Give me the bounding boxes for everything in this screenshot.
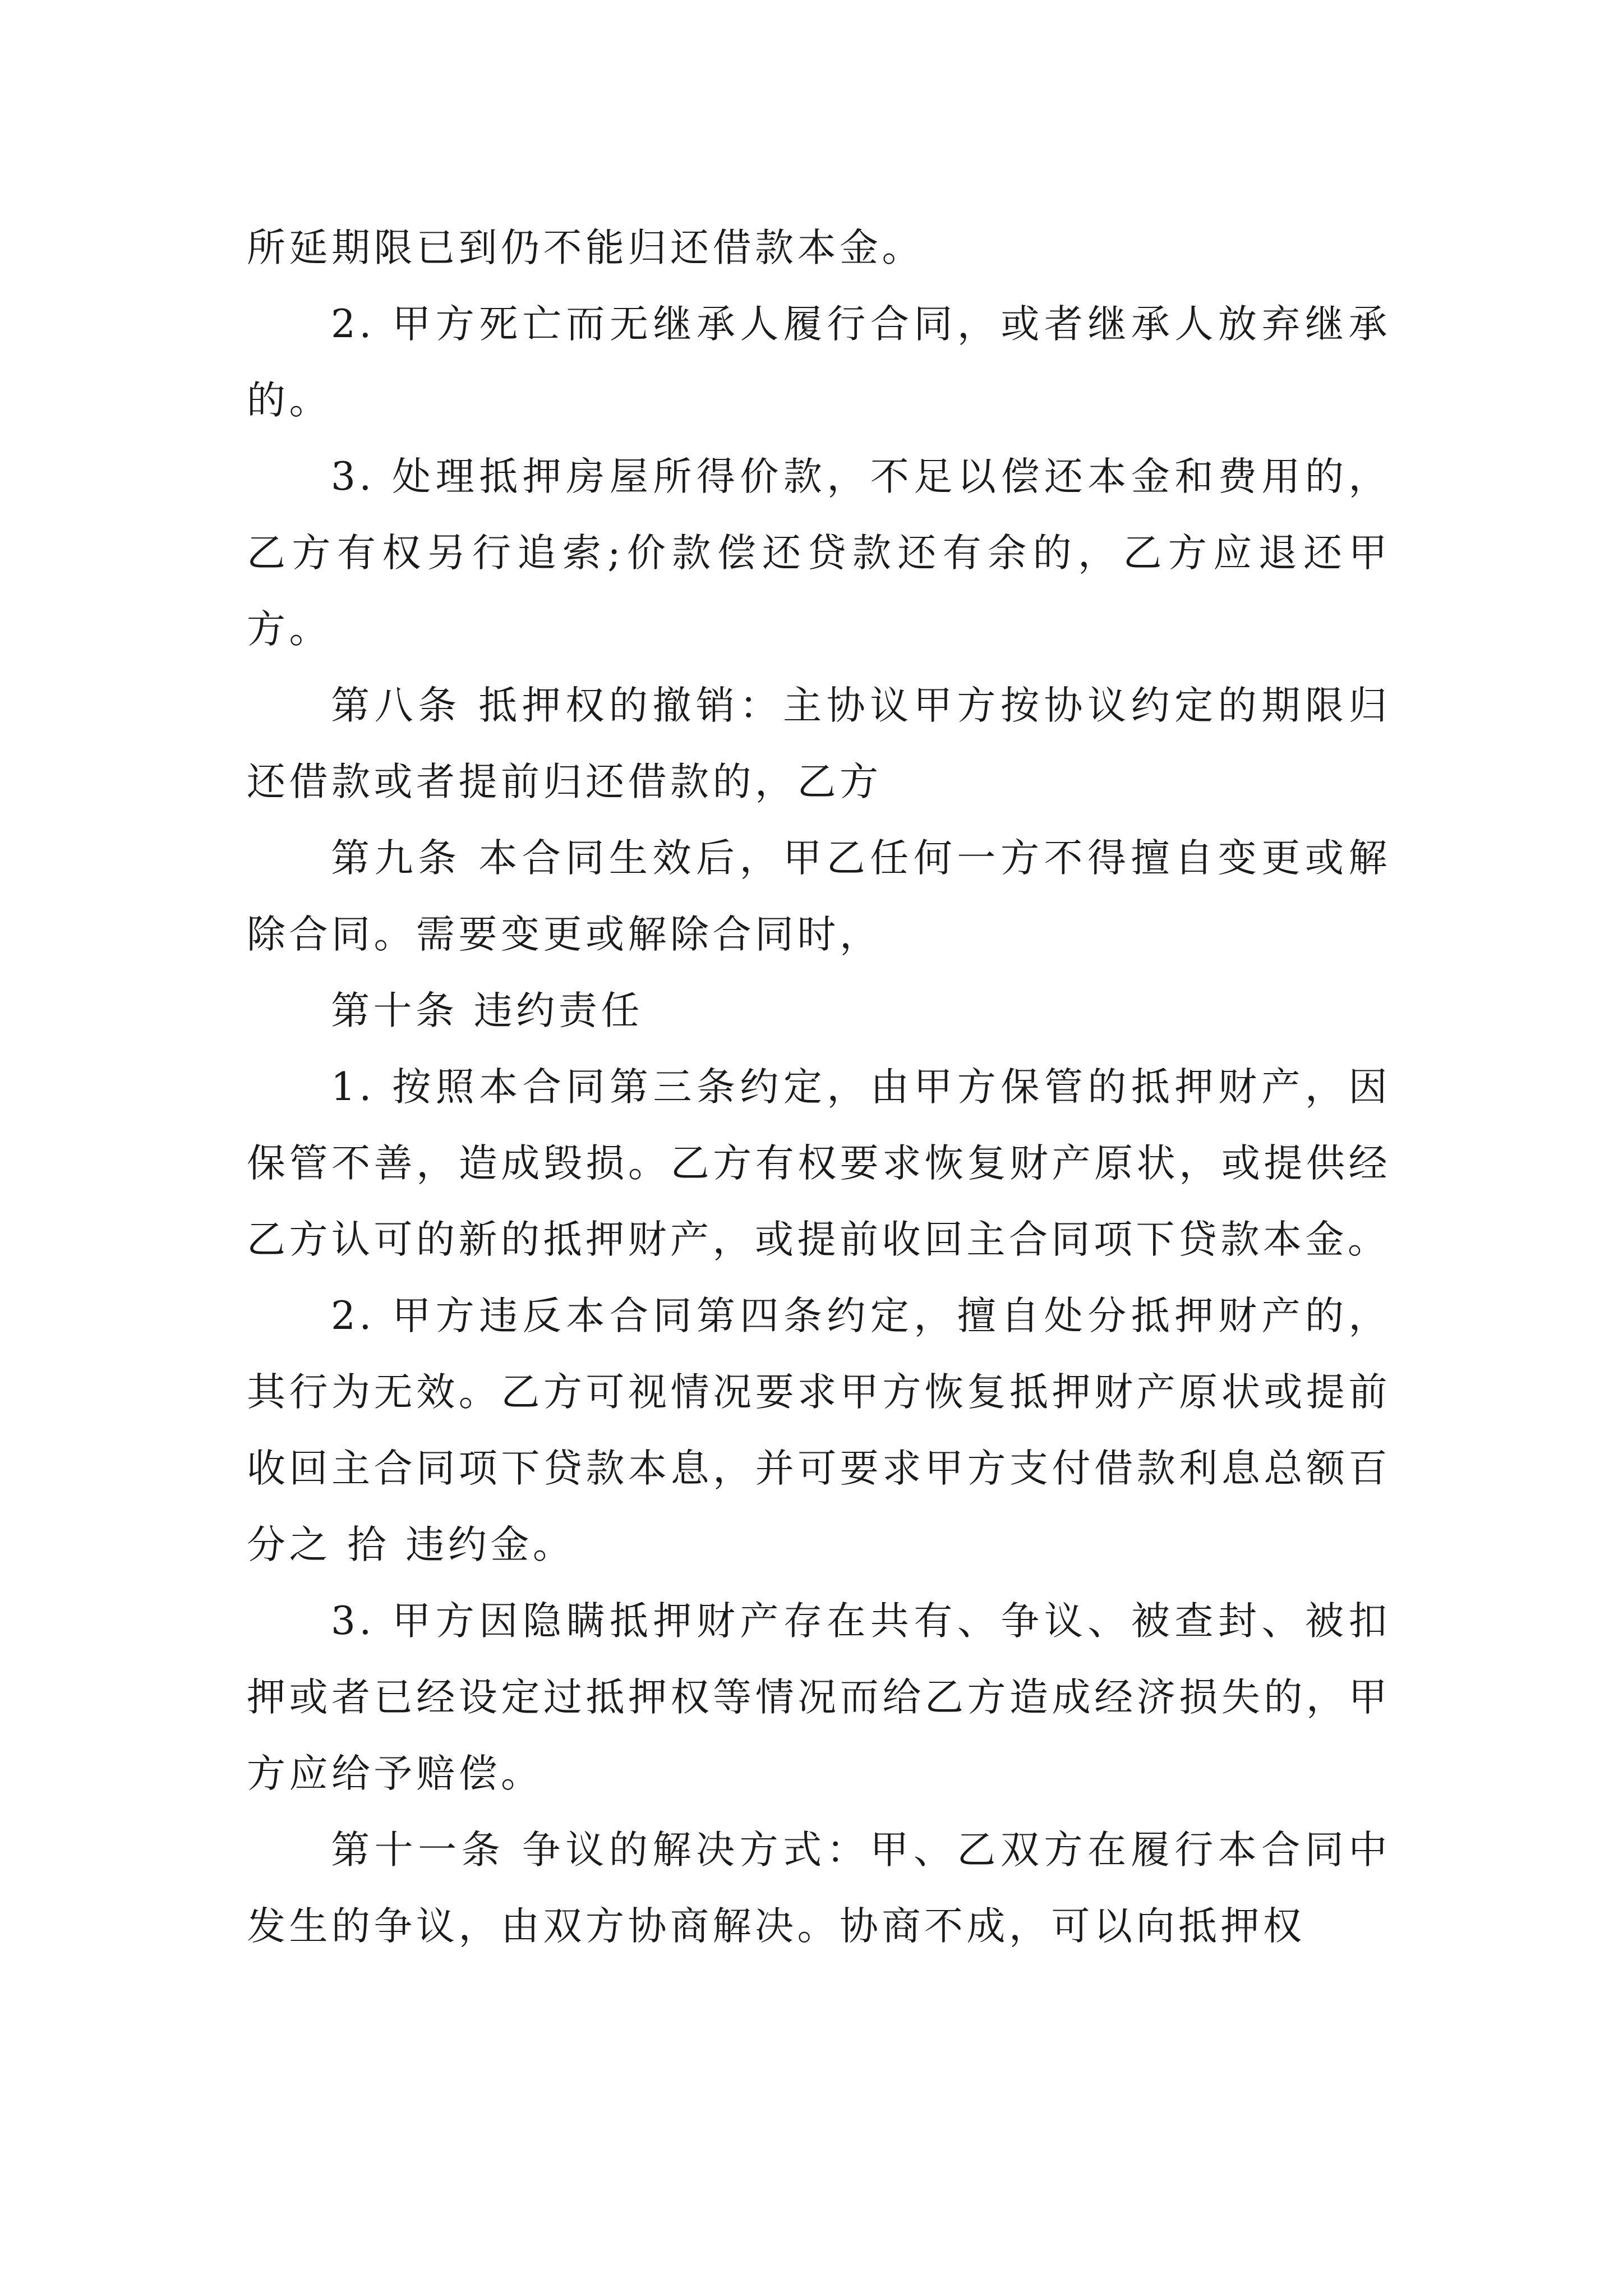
paragraph-item-2: 2. 甲方死亡而无继承人履行合同，或者继承人放弃继承的。 — [247, 302, 1391, 423]
document-body — [247, 210, 1391, 1964]
paragraph-item-3: 3. 处理抵押房屋所得价款，不足以偿还本金和费用的，乙方有权另行追索;价款偿还贷款还有余的，乙方应退还甲方。 — [247, 454, 1391, 652]
paragraph-article-11: 第十一条 争议的解决方式：甲、乙双方在履行本合同中发生的争议，由双方协商解决。协商不成，可以向抵押权 — [247, 1828, 1391, 1949]
paragraph-article-8: 第八条 抵押权的撤销：主协议甲方按协议约定的期限归还借款或者提前归还借款的，乙方 — [247, 683, 1391, 804]
paragraph-liability-1: 1. 按照本合同第三条约定，由甲方保管的抵押财产，因保管不善，造成毁损。乙方有权要求恢复财产原状，或提供经乙方认可的新的抵押财产，或提前收回主合同项下贷款本金。 — [247, 1065, 1391, 1262]
paragraph-continuation: 所延期限已到仍不能归还借款本金。 — [247, 226, 924, 270]
paragraph-article-10-heading: 第十条 违约责任 — [331, 988, 643, 1033]
paragraph-article-9: 第九条 本合同生效后，甲乙任何一方不得擅自变更或解除合同。需要变更或解除合同时， — [247, 836, 1391, 957]
paragraph-liability-2: 2. 甲方违反本合同第四条约定，擅自处分抵押财产的，其行为无效。乙方可视情况要求甲方恢复抵押财产原状或提前收回主合同项下贷款本息，并可要求甲方支付借款利息总额百分之 拾 违约金。 — [247, 1294, 1391, 1567]
paragraph-liability-3: 3. 甲方因隐瞒抵押财产存在共有、争议、被查封、被扣押或者已经设定过抵押权等情况而给乙方造成经济损失的，甲方应给予赔偿。 — [247, 1599, 1391, 1796]
